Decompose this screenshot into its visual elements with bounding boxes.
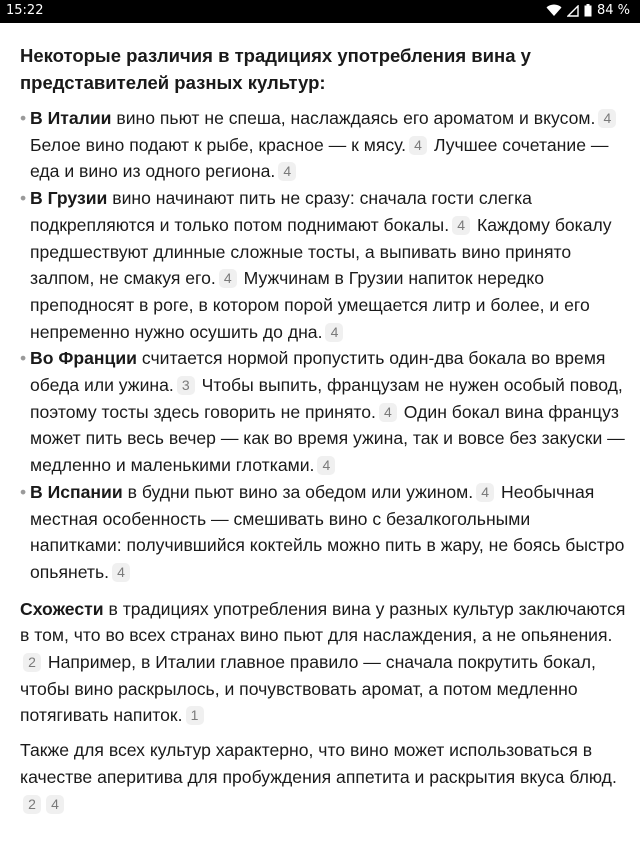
battery-icon [584, 4, 592, 17]
answer-text: в традициях употребления вина у разных культур заключаются в том, что во всех странах вино пьют для наслаждения, а не опьянения. [20, 598, 626, 646]
status-time: 15:22 [6, 3, 44, 18]
answer-content [20, 42, 626, 817]
source-ref-badge[interactable]: 4 [598, 109, 616, 128]
similarities-label: Схожести [20, 598, 104, 619]
source-ref-badge[interactable]: 4 [278, 162, 296, 181]
source-ref-badge[interactable]: 4 [46, 795, 64, 814]
source-ref-badge[interactable]: 3 [177, 376, 195, 395]
list-item [20, 105, 626, 185]
point-country: В Италии [30, 108, 112, 128]
answer-text: Например, в Италии главное правило — сначала покрутить бокал, чтобы вино раскрылось, и почувствовать аромат, а потом медленно потягивать напиток. [20, 652, 596, 726]
answer-text: Чтобы выпить, французам не нужен особый повод, поэтому тосты здесь говорить не принято. [30, 375, 623, 422]
wifi-icon [546, 4, 562, 17]
bullet-icon: • [20, 481, 27, 502]
answer-text: Каждому бокалу предшествуют длинные сложные тосты, а выпивать вино принято залпом, не смакуя его. [30, 214, 612, 289]
list-item [20, 479, 626, 586]
final-paragraph [20, 737, 626, 817]
differences-list [20, 105, 626, 586]
answer-text: Необычная местная особенность — смешивать вино с безалкогольными напитками: получившийся коктейль можно пить в жару, не боясь быстро опьянеть. [30, 481, 625, 582]
answer-text: вино пьют не спеша, наслаждаясь его ароматом и вкусом. [111, 108, 596, 128]
status-icons [546, 3, 630, 18]
point-country: Во Франции [30, 348, 137, 369]
answer-text: в будни пьют вино за обедом или ужином. [122, 481, 474, 502]
source-ref-badge[interactable]: 2 [23, 653, 41, 672]
source-ref-badge[interactable]: 4 [476, 483, 494, 502]
source-ref-badge[interactable]: 1 [186, 706, 204, 725]
list-item [20, 185, 626, 345]
answer-text: Лучшее сочетание — еда и вино из одного региона. [30, 134, 609, 182]
bullet-icon: • [20, 108, 27, 128]
answer-text: считается нормой пропустить один-два бокала во время обеда или ужина. [30, 348, 606, 396]
list-item [20, 345, 626, 479]
bullet-icon: • [20, 348, 27, 369]
source-ref-badge[interactable]: 4 [452, 216, 470, 235]
source-ref-badge[interactable]: 2 [23, 795, 41, 814]
point-country: В Грузии [30, 188, 108, 209]
source-ref-badge[interactable]: 4 [409, 136, 427, 155]
answer-text: вино начинают пить не сразу: сначала гости слегка подкрепляются и только потом поднимают бокалы. [30, 188, 532, 235]
answer-text: Также для всех культур характерно, что вино может использоваться в качестве аперитива для пробуждения аппетита и раскрытия вкуса блюд. [20, 740, 617, 787]
point-country: В Испании [30, 481, 123, 502]
signal-icon [567, 5, 579, 17]
source-ref-badge[interactable]: 4 [219, 269, 237, 288]
answer-text: Белое вино подают к рыбе, красное — к мясу. [30, 134, 407, 155]
answer-heading: Некоторые различия в традициях употребления вина у представителей разных культур: [20, 45, 531, 93]
bullet-icon: • [20, 188, 27, 209]
battery-percent: 84 % [596, 3, 630, 18]
source-ref-badge[interactable]: 4 [379, 403, 397, 422]
source-ref-badge[interactable]: 4 [325, 323, 343, 342]
source-ref-badge[interactable]: 4 [112, 563, 130, 582]
answer-text: Один бокал вина француз может пить весь вечер — как во время ужина, так и вовсе без закуски — медленно и маленькими глотками. [30, 401, 625, 476]
similarities-paragraph [20, 596, 626, 730]
answer-text: Мужчинам в Грузии напиток нередко преподносят в роге, в котором порой умещается литр и более, и его непременно нужно осушить до дна. [30, 268, 590, 342]
status-bar [0, 0, 640, 23]
source-ref-badge[interactable]: 4 [317, 456, 335, 475]
